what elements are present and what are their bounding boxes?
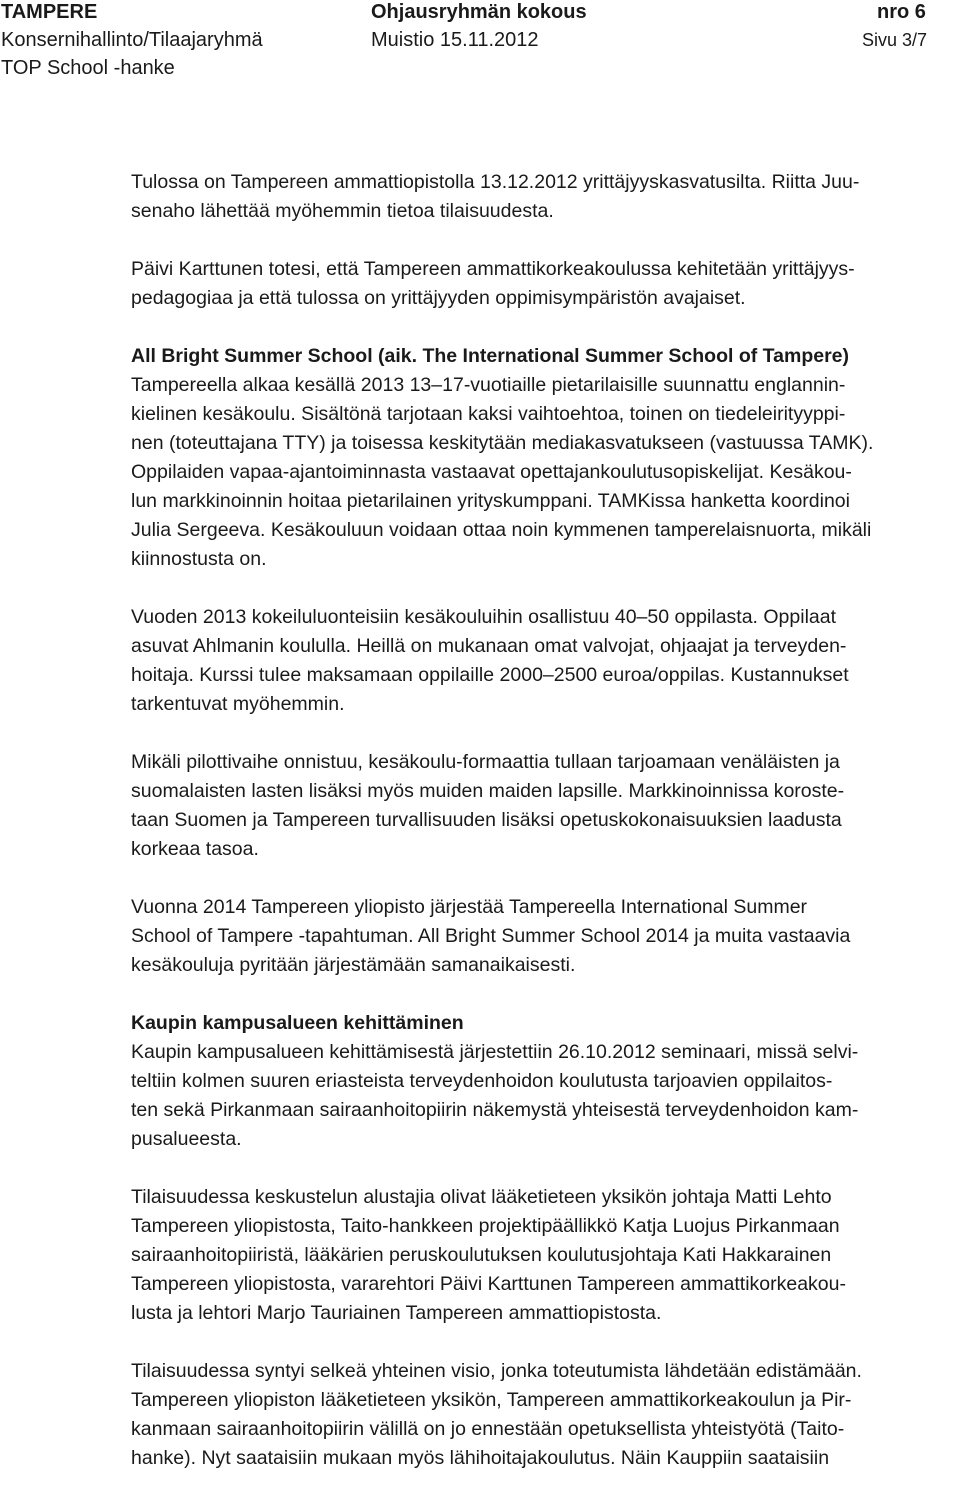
text-line: Oppilaiden vapaa-ajantoiminnasta vastaavat opettajankoulutusopiskelijat. Kesäkou-	[131, 461, 852, 483]
text-line: Vuoden 2013 kokeiluluonteisiin kesäkouluihin osallistuu 40–50 oppilasta. Oppilaat	[131, 606, 837, 628]
text-line: Vuonna 2014 Tampereen yliopisto järjestää Tampereella International Summer	[131, 896, 808, 918]
text-line: tarkentuvat myöhemmin.	[131, 693, 345, 715]
text-line: Julia Sergeeva. Kesäkouluun voidaan ottaa noin kymmenen tamperelaisnuorta, mikäli	[131, 519, 872, 541]
text-line: korkeaa tasoa.	[131, 838, 259, 860]
text-line: ten sekä Pirkanmaan sairaanhoitopiirin näkemystä yhteisestä terveydenhoidon kam-	[131, 1099, 859, 1121]
text-line: kanmaan sairaanhoitopiirin välillä on jo ennestään opetuksellista yhteistyötä (Taito-	[131, 1418, 845, 1440]
header-meeting-title: Ohjausryhmän kokous	[371, 1, 587, 23]
header-org: TAMPERE	[1, 1, 98, 23]
text-line: Tampereella alkaa kesällä 2013 13–17-vuotiaille pietarilaisille suunnattu englannin-	[131, 374, 846, 396]
text-line: Kaupin kampusalueen kehittämisestä järjestettiin 26.10.2012 seminaari, missä selvi-	[131, 1041, 859, 1063]
text-line: Mikäli pilottivaihe onnistuu, kesäkoulu-formaattia tullaan tarjoamaan venäläisten ja	[131, 751, 840, 773]
text-line: sairaanhoitopiiristä, lääkärien peruskoulutuksen koulutusjohtaja Kati Hakkarainen	[131, 1244, 832, 1266]
paragraph-seminar-speakers	[131, 1183, 953, 1328]
text-line: Tampereen yliopistosta, vararehtori Päivi Karttunen Tampereen ammattikorkeakou-	[131, 1273, 846, 1295]
text-line: suomalaisten lasten lisäksi myös muiden maiden lapsille. Markkinoinnissa koroste-	[131, 780, 845, 802]
text-line: taan Suomen ja Tampereen turvallisuuden lisäksi opetuskokonaisuuksien laadusta	[131, 809, 842, 831]
header-department: Konsernihallinto/Tilaajaryhmä	[1, 29, 263, 51]
text-line: hoitaja. Kurssi tulee maksamaan oppilaille 2000–2500 euroa/oppilas. Kustannukset	[131, 664, 849, 686]
text-line: Tampereen yliopiston lääketieteen yksikön, Tampereen ammattikorkeakoulun ja Pir-	[131, 1389, 852, 1411]
text-line: Tilaisuudessa syntyi selkeä yhteinen visio, jonka toteutumista lähdetään edistämään.	[131, 1360, 862, 1382]
text-line: School of Tampere -tapahtuman. All Bright Summer School 2014 ja muita vastaavia	[131, 925, 851, 947]
text-line: Tampereen yliopistosta, Taito-hankkeen projektipäällikkö Katja Luojus Pirkanmaan	[131, 1215, 840, 1237]
paragraph-kauppi-campus	[131, 1009, 953, 1154]
header-page-number: Sivu 3/7	[862, 30, 928, 50]
text-line: hanke). Nyt saataisiin mukaan myös lähihoitajakoulutus. Näin Kauppiin saataisiin	[131, 1447, 830, 1469]
paragraph-summer-school-participants	[131, 603, 953, 719]
text-line: kiinnostusta on.	[131, 548, 267, 570]
paragraph-shared-vision	[131, 1357, 953, 1473]
text-line: teltiin kolmen suuren eriasteista terveydenhoidon koulutusta tarjoavien oppilaitos-	[131, 1070, 833, 1092]
text-line: nen (toteuttajana TTY) ja toisessa keskitytään mediakasvatukseen (vastuussa TAMK).	[131, 432, 874, 454]
header-project: TOP School -hanke	[1, 57, 175, 79]
header-meeting-number: nro 6	[877, 1, 926, 23]
text-line: pusalueesta.	[131, 1128, 242, 1150]
text-line: senaho lähettää myöhemmin tietoa tilaisuudesta.	[131, 200, 554, 222]
section-heading-kauppi-campus: Kaupin kampusalueen kehittäminen	[131, 1012, 464, 1034]
paragraph-pilot-phase	[131, 748, 953, 864]
memo-body	[131, 168, 953, 1502]
paragraph-entrepreneurship-evening	[131, 168, 953, 226]
text-line: Päivi Karttunen totesi, että Tampereen ammattikorkeakoulussa kehitetään yrittäjyys-	[131, 258, 855, 280]
paragraph-entrepreneurship-pedagogy	[131, 255, 953, 313]
text-line: kielinen kesäkoulu. Sisältönä tarjotaan kaksi vaihtoehtoa, toinen on tiedeleirityyppi-	[131, 403, 846, 425]
text-line: Tulossa on Tampereen ammattiopistolla 13.12.2012 yrittäjyyskasvatusilta. Riitta Juu-	[131, 171, 860, 193]
header-memo-date: Muistio 15.11.2012	[371, 29, 539, 51]
text-line: Tilaisuudessa keskustelun alustajia olivat lääketieteen yksikön johtaja Matti Lehto	[131, 1186, 832, 1208]
text-line: kesäkouluja pyritään järjestämään samanaikaisesti.	[131, 954, 576, 976]
text-line: asuvat Ahlmanin koululla. Heillä on mukanaan omat valvojat, ohjaajat ja terveyden-	[131, 635, 847, 657]
paragraph-2014-event	[131, 893, 953, 980]
section-heading-summer-school: All Bright Summer School (aik. The International Summer School of Tampere)	[131, 345, 849, 367]
text-line: lusta ja lehtori Marjo Tauriainen Tampereen ammattiopistosta.	[131, 1302, 662, 1324]
paragraph-summer-school	[131, 342, 953, 574]
text-line: pedagogiaa ja että tulossa on yrittäjyyden oppimisympäristön avajaiset.	[131, 287, 746, 309]
text-line: lun markkinoinnin hoitaa pietarilainen yrityskumppani. TAMKissa hanketta koordinoi	[131, 490, 850, 512]
